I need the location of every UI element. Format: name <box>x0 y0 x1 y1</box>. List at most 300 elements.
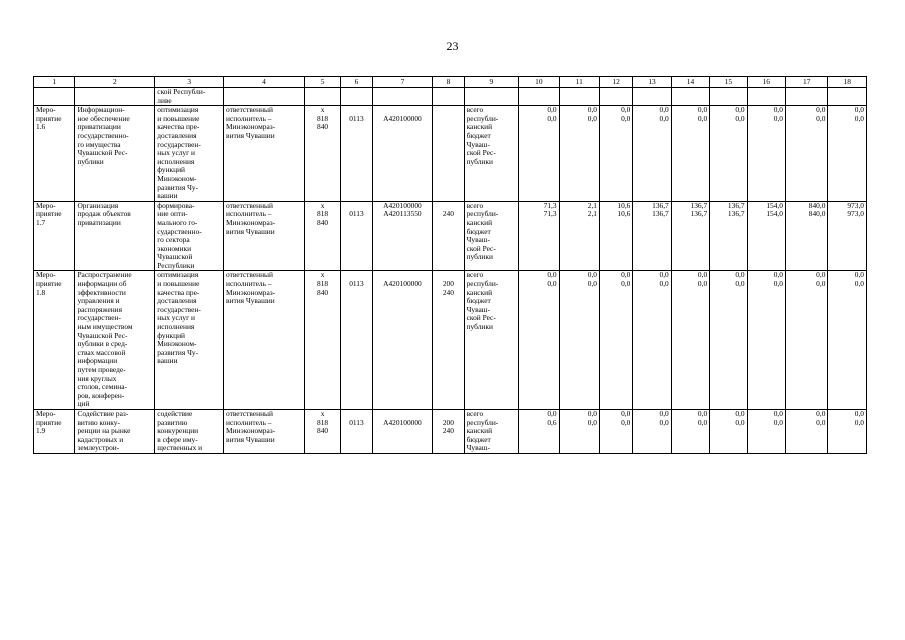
cell-line: 0,0 <box>773 417 783 427</box>
cell-line: приватизации <box>77 217 121 227</box>
cell-line: А420100000 <box>383 417 422 427</box>
cell-line: 0,0 <box>587 105 597 115</box>
cell-line: ных услуг и <box>157 313 195 323</box>
cell-line: 0,0 <box>659 417 669 427</box>
cell-line: ных услуг и <box>157 148 195 158</box>
funding-value <box>671 201 709 271</box>
cell-line: 200 <box>442 279 454 289</box>
event-row <box>34 409 867 453</box>
funding-source <box>464 201 519 271</box>
cell-line: публики <box>466 252 493 262</box>
column-number: 8 <box>433 77 464 88</box>
cell-line: формирова- <box>157 201 195 210</box>
cell-line: x <box>320 409 325 418</box>
column-number: 6 <box>341 77 372 88</box>
cell-line: ской Рес- <box>466 243 496 253</box>
cell-line: приятие <box>36 279 62 289</box>
cell-line: 0,0 <box>659 105 669 115</box>
cell-line: продаж объектов <box>77 209 131 219</box>
cell-line: 200 <box>442 417 454 427</box>
column-number: 11 <box>559 77 599 88</box>
cell-line: Чувашской <box>157 252 193 262</box>
cell-line: 0,0 <box>621 270 631 280</box>
funding-value <box>600 409 633 453</box>
cell-line: всего <box>466 201 484 210</box>
empty-cell <box>433 88 464 106</box>
cell-line: землеустрои- <box>77 443 120 453</box>
cell-line: качества пре- <box>157 287 200 297</box>
cell-line: мального го- <box>157 217 198 227</box>
cell-line: исполнения <box>157 156 195 166</box>
cell-line: го имущества <box>77 139 121 149</box>
cell-line: 136,7 <box>652 201 669 210</box>
cell-line: канский <box>466 122 493 132</box>
cell-line: публики <box>466 322 493 332</box>
cell-line: 0,0 <box>547 113 557 123</box>
column-number: 13 <box>633 77 671 88</box>
cell-line: республи- <box>466 113 499 123</box>
column-number: 9 <box>464 77 519 88</box>
cell-line: 0,0 <box>621 113 631 123</box>
cell-line: 0,0 <box>773 279 783 289</box>
funding-value <box>747 106 785 202</box>
funding-value <box>600 106 633 202</box>
funding-value <box>710 106 747 202</box>
section-code <box>341 409 372 453</box>
cell-line: Минэконом- <box>157 173 197 183</box>
cell-line: приватизации <box>77 122 121 132</box>
cell-line: ным имуществом <box>77 322 133 332</box>
event-name <box>75 106 155 202</box>
cell-line: 0113 <box>349 113 364 123</box>
empty-cell <box>559 88 599 106</box>
cell-line: 136,7 <box>690 209 708 219</box>
funding-value <box>710 409 747 453</box>
column-number: 16 <box>747 77 785 88</box>
cell-line: 0,0 <box>697 270 708 280</box>
cell-line: 0,0 <box>816 270 826 280</box>
page-number: 23 <box>446 39 459 53</box>
cell-line: 0,0 <box>547 279 557 289</box>
cell-line: исполнитель – <box>226 113 272 123</box>
column-number-row <box>34 77 867 88</box>
cell-line: 0,0 <box>697 409 708 418</box>
funding-value <box>828 106 867 202</box>
cell-line: и повышение <box>157 279 200 289</box>
funding-source <box>464 271 519 410</box>
cell-line: ров, конферен- <box>77 390 125 400</box>
cell-line: вашии <box>157 356 178 366</box>
cell-line: ской Рес- <box>466 148 496 158</box>
cell-line: 1.6 <box>36 122 46 132</box>
cell-line: 10,6 <box>617 209 631 219</box>
funding-value <box>559 409 599 453</box>
cell-line: 0,0 <box>621 279 631 289</box>
empty-cell <box>75 88 155 106</box>
cell-line: 136,7 <box>690 201 708 210</box>
cell-line: информации об <box>77 279 127 289</box>
cell-line: 154,0 <box>766 201 783 210</box>
responsible-executor <box>224 271 305 410</box>
funding-value <box>519 106 559 202</box>
cell-line: государствен- <box>77 313 121 323</box>
cell-line: 0,0 <box>735 417 745 427</box>
cell-line: x <box>320 201 325 210</box>
cell-line: Меро- <box>36 105 56 115</box>
cell-line: 2,1 <box>587 209 597 219</box>
cell-line: 0,0 <box>735 279 745 289</box>
cell-line: 818 <box>317 279 329 289</box>
cell-line: всего <box>466 105 484 115</box>
cell-line: 154,0 <box>766 209 783 219</box>
cell-line: 0,0 <box>659 279 669 289</box>
funding-value <box>559 106 599 202</box>
cell-line: 818 <box>317 113 329 123</box>
event-goal <box>155 201 224 271</box>
cell-line: 0,0 <box>816 409 826 418</box>
cell-line: 840 <box>317 426 329 436</box>
grbs-code <box>304 409 340 453</box>
cell-line: 0,0 <box>587 417 597 427</box>
cell-line: развитию <box>157 417 188 427</box>
grbs-code <box>304 201 340 271</box>
column-number: 14 <box>671 77 709 88</box>
cell-line: ской Республи- <box>157 87 206 96</box>
cell-line: исполнитель – <box>226 417 272 427</box>
funding-value <box>600 201 633 271</box>
empty-cell <box>600 88 633 106</box>
cell-line: 0113 <box>349 417 364 427</box>
cell-line: 0,0 <box>773 105 783 115</box>
funding-value <box>785 271 827 410</box>
cell-line: Минэкономраз- <box>226 426 276 436</box>
column-number: 2 <box>75 77 155 88</box>
event-row <box>34 271 867 410</box>
cell-line: А420100000 <box>383 279 422 289</box>
cell-line: путем проведе- <box>77 365 126 374</box>
cell-line: бюджет <box>466 434 491 444</box>
funding-value <box>747 201 785 271</box>
cell-line: 0,0 <box>854 270 864 280</box>
cell-line: ное обеспечение <box>77 113 130 123</box>
funding-value <box>671 271 709 410</box>
cell-line: исполнитель – <box>226 279 272 289</box>
cell-line: 0,0 <box>547 270 557 280</box>
cell-line: 818 <box>317 417 329 427</box>
funding-value <box>519 271 559 410</box>
cell-line: витию конку- <box>77 417 120 427</box>
empty-cell <box>828 88 867 106</box>
program-events-table <box>33 76 867 454</box>
cell-line: функций <box>157 165 186 175</box>
cell-line: Минэкономраз- <box>226 122 276 132</box>
funding-source <box>464 409 519 453</box>
cell-line: 0,0 <box>854 417 864 427</box>
cell-line: 1.9 <box>36 426 46 436</box>
cell-line: информации <box>77 356 118 366</box>
column-number: 17 <box>785 77 827 88</box>
cell-line: вития Чувашии <box>226 130 275 140</box>
cell-line: 0,0 <box>735 409 745 418</box>
cell-line: вития Чувашии <box>226 434 275 444</box>
funding-value <box>785 409 827 453</box>
target-article-code <box>372 201 433 271</box>
event-row <box>34 201 867 271</box>
cell-line: го сектора <box>157 235 190 245</box>
cell-line: ренции на рынке <box>77 426 131 436</box>
cell-line: оптимизация <box>157 270 199 280</box>
column-number: 7 <box>372 77 433 88</box>
cell-line: оптимизация <box>157 105 199 115</box>
cell-line: 973,0 <box>847 201 864 210</box>
continued-goal-text <box>155 88 224 106</box>
cell-line: бюджет <box>466 226 491 236</box>
empty-cell <box>785 88 827 106</box>
empty-cell <box>710 88 747 106</box>
empty-cell <box>372 88 433 106</box>
responsible-executor <box>224 409 305 453</box>
funding-value <box>747 409 785 453</box>
funding-value <box>828 271 867 410</box>
cell-line: приятие <box>36 113 62 123</box>
empty-cell <box>34 88 75 106</box>
cell-line: 240 <box>442 209 454 219</box>
cell-line: щественных и <box>157 443 203 453</box>
cell-line: содействие <box>157 409 193 418</box>
empty-cell <box>224 88 305 106</box>
funding-value <box>671 409 709 453</box>
cell-line: Чуваш- <box>466 235 490 245</box>
funding-value <box>828 201 867 271</box>
cell-line: экономики <box>157 243 192 253</box>
cell-line: бюджет <box>466 130 491 140</box>
cell-line: 71,3 <box>543 201 557 210</box>
cell-line: Чуваш- <box>466 443 490 453</box>
cell-line: конкуренции <box>157 426 199 436</box>
cell-line: управления и <box>77 296 120 306</box>
cell-line: государствен- <box>157 139 201 149</box>
column-number: 10 <box>519 77 559 88</box>
cell-line: государственно- <box>77 130 129 140</box>
cell-line: 136,7 <box>727 209 745 219</box>
empty-cell <box>671 88 709 106</box>
funding-value <box>710 271 747 410</box>
cell-line: 0,0 <box>773 270 783 280</box>
cell-line: ние опти- <box>157 209 188 219</box>
funding-value <box>671 106 709 202</box>
cell-line: 0,0 <box>659 113 669 123</box>
funding-value <box>747 271 785 410</box>
cell-line: 0,0 <box>854 279 864 289</box>
cell-line: 840,0 <box>808 201 826 210</box>
continuation-row <box>34 88 867 106</box>
cell-line: Информацион- <box>77 105 125 115</box>
cell-line: 840 <box>317 122 329 132</box>
cell-line: А420100000 <box>383 113 422 123</box>
funding-value <box>559 271 599 410</box>
event-goal <box>155 271 224 410</box>
expense-type-code <box>433 409 464 453</box>
cell-line: x <box>320 105 325 115</box>
cell-line: канский <box>466 426 493 436</box>
cell-line: 0,0 <box>697 279 708 289</box>
cell-line: 0,0 <box>854 409 864 418</box>
cell-line: 0,0 <box>816 105 826 115</box>
cell-line: всего <box>466 270 484 280</box>
column-number: 1 <box>34 77 75 88</box>
cell-line: 0,0 <box>854 113 864 123</box>
cell-line: исполнения <box>157 322 195 332</box>
section-code <box>341 106 372 202</box>
empty-cell <box>341 88 372 106</box>
event-goal <box>155 409 224 453</box>
cell-line: Меро- <box>36 201 56 210</box>
cell-line: 0,0 <box>735 113 745 123</box>
cell-line: Минэкономраз- <box>226 287 276 297</box>
cell-line: публики <box>77 156 104 166</box>
cell-line: развития Чу- <box>157 182 199 192</box>
target-article-code <box>372 409 433 453</box>
cell-line: 136,7 <box>652 209 669 219</box>
cell-line: канский <box>466 217 493 227</box>
cell-line: сударственно- <box>157 226 202 236</box>
cell-line: приятие <box>36 209 62 219</box>
cell-line: 0113 <box>349 209 364 219</box>
cell-line: 0,0 <box>547 105 557 115</box>
cell-line: качества пре- <box>157 122 200 132</box>
cell-line: ния круглых <box>77 373 117 383</box>
cell-line: республи- <box>466 209 499 219</box>
cell-line: республи- <box>466 279 499 289</box>
section-code <box>341 201 372 271</box>
cell-line: 840,0 <box>808 209 826 219</box>
funding-value <box>828 409 867 453</box>
event-label <box>34 271 75 410</box>
cell-line: ответственный <box>226 270 273 280</box>
cell-line: канский <box>466 287 493 297</box>
cell-line: 0,0 <box>659 409 669 418</box>
cell-line: 0,0 <box>816 113 826 123</box>
event-label <box>34 201 75 271</box>
event-goal <box>155 106 224 202</box>
funding-value <box>559 201 599 271</box>
column-number: 3 <box>155 77 224 88</box>
cell-line: 1.7 <box>36 217 46 227</box>
cell-line: 71,3 <box>543 209 557 219</box>
funding-value <box>633 271 671 410</box>
cell-line: А420113550 <box>383 209 422 219</box>
cell-line: кадастровых и <box>77 434 124 444</box>
cell-line: 136,7 <box>727 201 745 210</box>
cell-line: вашии <box>157 191 178 201</box>
cell-line: распоряжения <box>77 304 123 314</box>
target-article-code <box>372 106 433 202</box>
cell-line: 0,0 <box>735 105 745 115</box>
cell-line: 1.8 <box>36 287 46 297</box>
cell-line: государствен- <box>157 304 201 314</box>
cell-line: 0,0 <box>587 409 597 418</box>
cell-line: 818 <box>317 209 329 219</box>
funding-value <box>600 271 633 410</box>
grbs-code <box>304 106 340 202</box>
cell-line: доставления <box>157 130 197 140</box>
funding-value <box>519 409 559 453</box>
funding-value <box>785 201 827 271</box>
cell-line: 2,1 <box>587 201 597 210</box>
cell-line: Минэконом- <box>157 339 197 349</box>
column-number: 4 <box>224 77 305 88</box>
column-number: 5 <box>304 77 340 88</box>
cell-line: Чуваш- <box>466 139 490 149</box>
cell-line: Меро- <box>36 270 56 280</box>
cell-line: 840 <box>317 287 329 297</box>
column-number: 15 <box>710 77 747 88</box>
cell-line: 0,0 <box>773 409 783 418</box>
cell-line <box>435 115 461 124</box>
cell-line: 0,0 <box>816 417 826 427</box>
responsible-executor <box>224 201 305 271</box>
cell-line: 973,0 <box>847 209 864 219</box>
cell-line: А420100000 <box>383 201 422 210</box>
event-name <box>75 271 155 410</box>
cell-line: 0,0 <box>697 105 708 115</box>
cell-line: ций <box>77 399 90 409</box>
cell-line: Республики <box>157 260 195 270</box>
cell-line: 0,0 <box>587 279 597 289</box>
cell-line: публики <box>466 156 493 166</box>
cell-line: 0,0 <box>621 409 631 418</box>
cell-line: вития Чувашии <box>226 296 275 306</box>
grbs-code <box>304 271 340 410</box>
responsible-executor <box>224 106 305 202</box>
cell-line: ливе <box>157 95 172 105</box>
section-code <box>341 271 372 410</box>
cell-line: Чувашской Рес- <box>77 148 128 158</box>
event-label <box>34 106 75 202</box>
empty-cell <box>747 88 785 106</box>
empty-cell <box>519 88 559 106</box>
cell-line: 0,0 <box>773 113 783 123</box>
cell-line: Чуваш- <box>466 304 490 314</box>
funding-value <box>633 106 671 202</box>
funding-source <box>464 106 519 202</box>
cell-line: 0,0 <box>697 417 708 427</box>
cell-line: ской Рес- <box>466 313 496 323</box>
cell-line: 0,0 <box>697 113 708 123</box>
event-name <box>75 201 155 271</box>
cell-line: 0113 <box>349 279 364 289</box>
cell-line: 0,0 <box>854 105 864 115</box>
cell-line: Меро- <box>36 409 56 418</box>
cell-line: Минэкономраз- <box>226 217 276 227</box>
cell-line: доставления <box>157 296 197 306</box>
cell-line: ответственный <box>226 409 273 418</box>
cell-line: ответственный <box>226 201 273 210</box>
cell-line: 0,0 <box>587 113 597 123</box>
empty-cell <box>633 88 671 106</box>
cell-line: 840 <box>317 217 329 227</box>
cell-line: всего <box>466 409 484 418</box>
column-number: 18 <box>828 77 867 88</box>
funding-value <box>785 106 827 202</box>
cell-line: и повышение <box>157 113 200 123</box>
funding-value <box>633 409 671 453</box>
funding-value <box>519 201 559 271</box>
cell-line: в сфере иму- <box>157 434 198 444</box>
empty-cell <box>304 88 340 106</box>
cell-line: республи- <box>466 417 499 427</box>
expense-type-code <box>433 271 464 410</box>
